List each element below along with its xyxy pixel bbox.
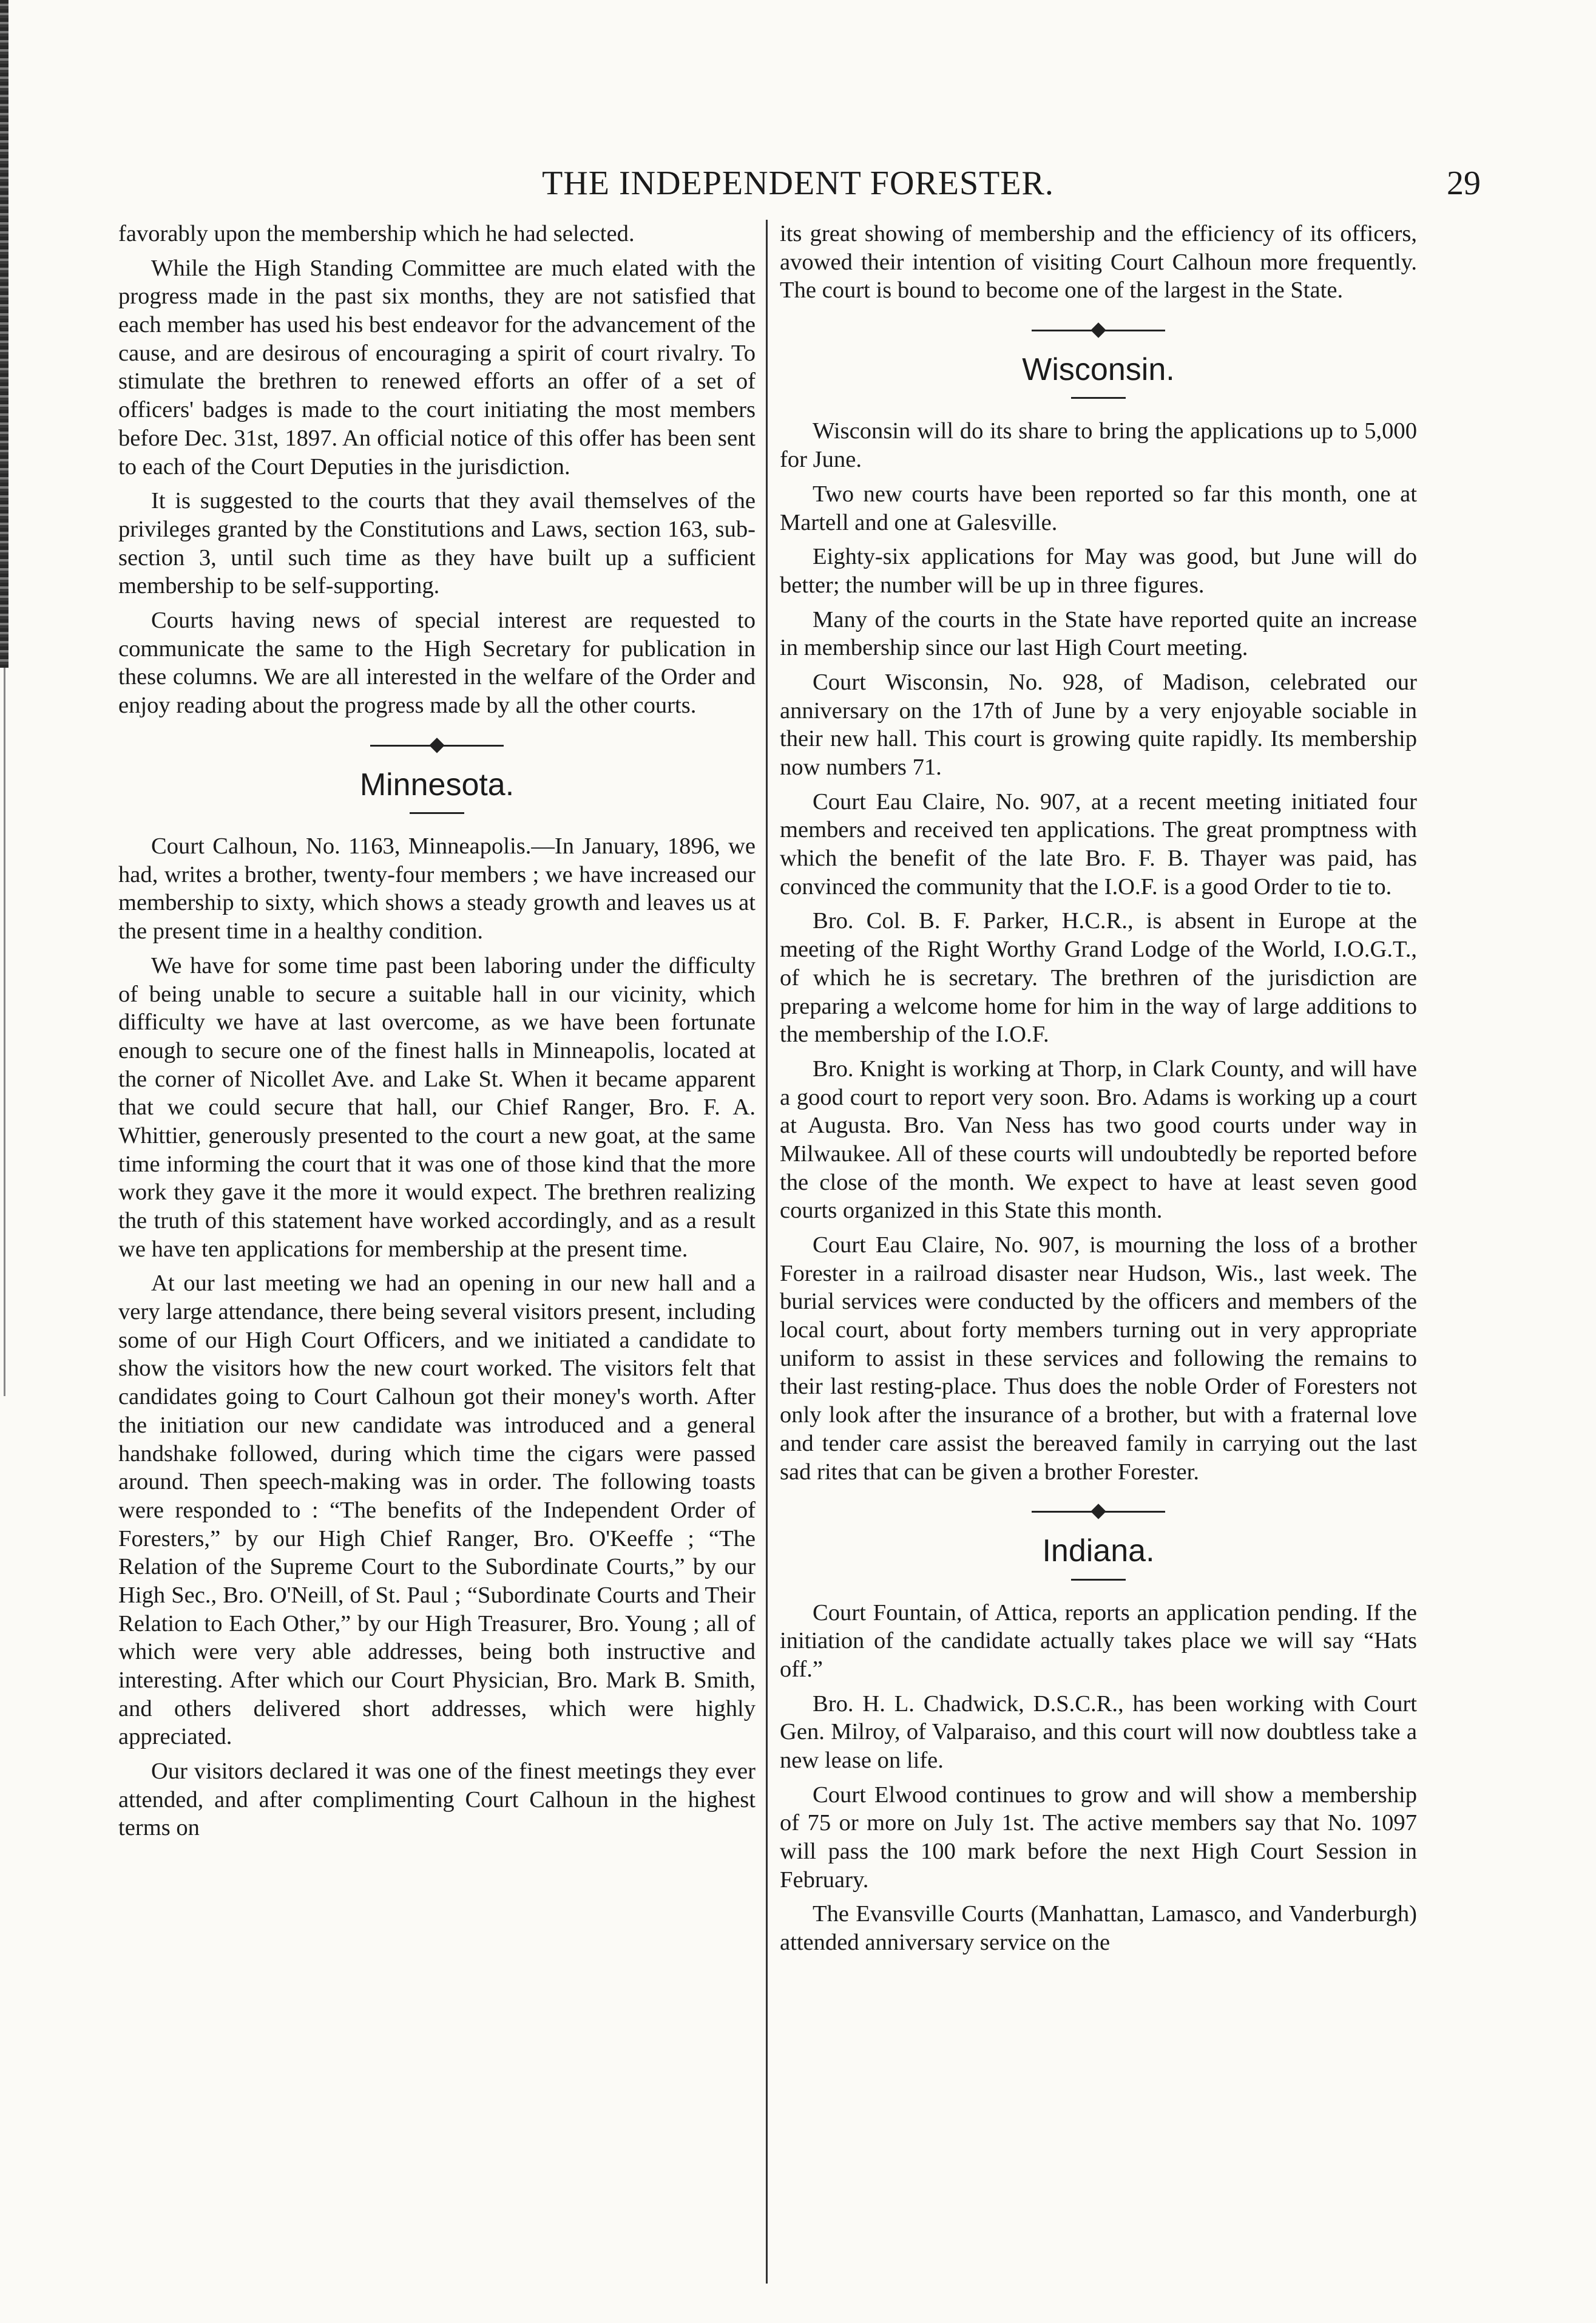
paragraph: Bro. Knight is working at Thorp, in Clark County, and will have a good court to report very soon. Bro. Adams is working up a court at Augusta. Bro. Van Ness has two good courts under way in Milwaukee. All of these courts will undoubtedly be reported before the close of the month. We expect to have at least seven good courts organized in this State this month.: [780, 1056, 1417, 1224]
paragraph: At our last meeting we had an opening in our new hall and a very large attendance, there being several visitors present, including some of our High Court Officers, and we initiated a candidate to show the visitors how the new court worked. The visitors felt that candidates going to Court Calhoun got their money's worth. After the initiation our new candidate was introduced and a general handshake followed, during which time the cigars were passed around. Then speech-making was in order. The following toasts were responded to : “The benefits of the Independent Order of Foresters,” by our High Chief Ranger, Bro. O'Keeffe ; “The Relation of the Supreme Court to the Subordinate Courts,” by our High Sec., Bro. O'Neill, of St. Paul ; “Subordinate Courts and Their Relation to Each Other,” by our High Treasurer, Bro. Young ; all of which were very able addresses, being both instructive and interesting. After which our Court Physician, Bro. Mark B. Smith, and others delivered short addresses, which were highly appreciated.: [118, 1270, 756, 1750]
paragraph: its great showing of membership and the efficiency of its officers, avowed their intention of visiting Court Calhoun more frequently. The court is bound to become one of the largest in the State.: [780, 221, 1417, 304]
paragraph: Bro. Col. B. F. Parker, H.C.R., is absent in Europe at the meeting of the Right Worthy Grand Lodge of the World, I.O.G.T., of which he is secretary. The brethren of the jurisdiction are preparing a welcome home for him in the way of large additions to the membership of the I.O.F.: [780, 908, 1417, 1048]
heading-rule: [410, 812, 464, 814]
paragraph: favorably upon the membership which he had selected.: [118, 221, 635, 246]
paragraph: We have for some time past been laboring under the difficulty of being unable to secure a suitable hall in our vicinity, which difficulty we have at last overcome, as we have been fortunate enough to secure one of the finest halls in Minneapolis, located at the corner of Nicollet Ave. and Lake St. When it became apparent that we could secure that hall, our Chief Ranger, Bro. F. A. Whittier, generously presented to the court a new goat, at the same time informing the court that it was one of those kind that the more work they gave it the more it would expect. The brethren realizing the truth of this statement have worked accordingly, and as a result we have ten applications for membership at the present time.: [118, 952, 756, 1262]
paragraph: Court Elwood continues to grow and will show a membership of 75 or more on July 1st. The active members say that No. 1097 will pass the 100 mark before the next High Court Session in February.: [780, 1782, 1417, 1893]
paragraph: Our visitors declared it was one of the finest meetings they ever attended, and after complimenting Court Calhoun in the highest terms on: [118, 1758, 756, 1841]
paragraph: While the High Standing Committee are much elated with the progress made in the past six months, they are not satisfied that each member has used his best endeavor for the advancement of the cause, and are desirous of encouraging a spirit of court rivalry. To stimulate the brethren to renewed efforts an offer of a set of officers' badges is made to the court initiating the most members before Dec. 31st, 1897. An official notice of this offer has been sent to each of the Court Deputies in the jurisdiction.: [118, 255, 756, 480]
left-column: [118, 220, 756, 1848]
page-edge-binding: [0, 0, 8, 668]
paragraph: Many of the courts in the State have reported quite an increase in membership since our last High Court meeting.: [780, 606, 1417, 661]
right-column: [780, 220, 1417, 1963]
paragraph: Two new courts have been reported so far this month, one at Martell and one at Galesville.: [780, 481, 1417, 535]
page-number: 29: [1447, 164, 1481, 202]
heading-rule: [1071, 1579, 1126, 1581]
section-separator: [1032, 323, 1165, 337]
paragraph: Court Eau Claire, No. 907, at a recent meeting initiated four members and received ten applications. The great promptness with which the benefit of the late Bro. F. B. Thayer was paid, has convinced the community that the I.O.F. is a good Order to tie to.: [780, 788, 1417, 900]
paragraph: Court Calhoun, No. 1163, Minneapolis.—In January, 1896, we had, writes a brother, twenty-four members ; we have increased our membership to sixty, which shows a steady growth and leaves us at the present time in a healthy condition.: [118, 833, 756, 944]
paragraph: Court Eau Claire, No. 907, is mourning the loss of a brother Forester in a railroad disaster near Hudson, Wis., last week. The burial services were conducted by the officers and members of the local court, about forty members turning out in very appropriate uniform to assist in these services and following the remains to their last resting-place. Thus does the noble Order of Foresters not only look after the insurance of a brother, but with a fraternal love and tender care assist the bereaved family in carrying out the last sad rites that can be given a brother Forester.: [780, 1232, 1417, 1485]
paragraph: Wisconsin will do its share to bring the applications up to 5,000 for June.: [780, 418, 1417, 473]
paragraph: Court Fountain, of Attica, reports an application pending. If the initiation of the candidate actually takes place we will say “Hats off.”: [780, 1599, 1417, 1682]
page-edge-line: [4, 668, 5, 1396]
page-header: [109, 159, 1487, 208]
paragraph: The Evansville Courts (Manhattan, Lamasco, and Vanderburgh) attended anniversary service on the: [780, 1901, 1417, 1956]
section-heading-indiana: Indiana.: [1042, 1533, 1155, 1569]
paragraph: Court Wisconsin, No. 928, of Madison, celebrated our anniversary on the 17th of June by a very enjoyable sociable in their new hall. This court is growing quite rapidly. Its membership now numbers 71.: [780, 669, 1417, 781]
section-heading-minnesota: Minnesota.: [359, 767, 515, 802]
paragraph: Courts having news of special interest are requested to communicate the same to the High Secretary for publication in these columns. We are all interested in the welfare of the Order and enjoy reading about the progress made by all the other courts.: [118, 607, 756, 718]
journal-title: THE INDEPENDENT FORESTER.: [542, 164, 1054, 202]
paragraph: Eighty-six applications for May was good, but June will do better; the number will be up in three figures.: [780, 544, 1417, 598]
paragraph: It is suggested to the courts that they avail themselves of the privileges granted by the Constitutions and Laws, section 163, sub-section 3, until such time as they have built up a sufficient membership to be self-supporting.: [118, 488, 756, 599]
heading-rule: [1071, 397, 1126, 399]
paragraph: Bro. H. L. Chadwick, D.S.C.R., has been working with Court Gen. Milroy, of Valparaiso, and this court will now doubtless take a new lease on life.: [780, 1691, 1417, 1774]
section-separator: [370, 738, 504, 753]
section-heading-wisconsin: Wisconsin.: [1022, 352, 1175, 388]
section-separator: [1032, 1504, 1165, 1519]
column-divider: [766, 220, 768, 2284]
